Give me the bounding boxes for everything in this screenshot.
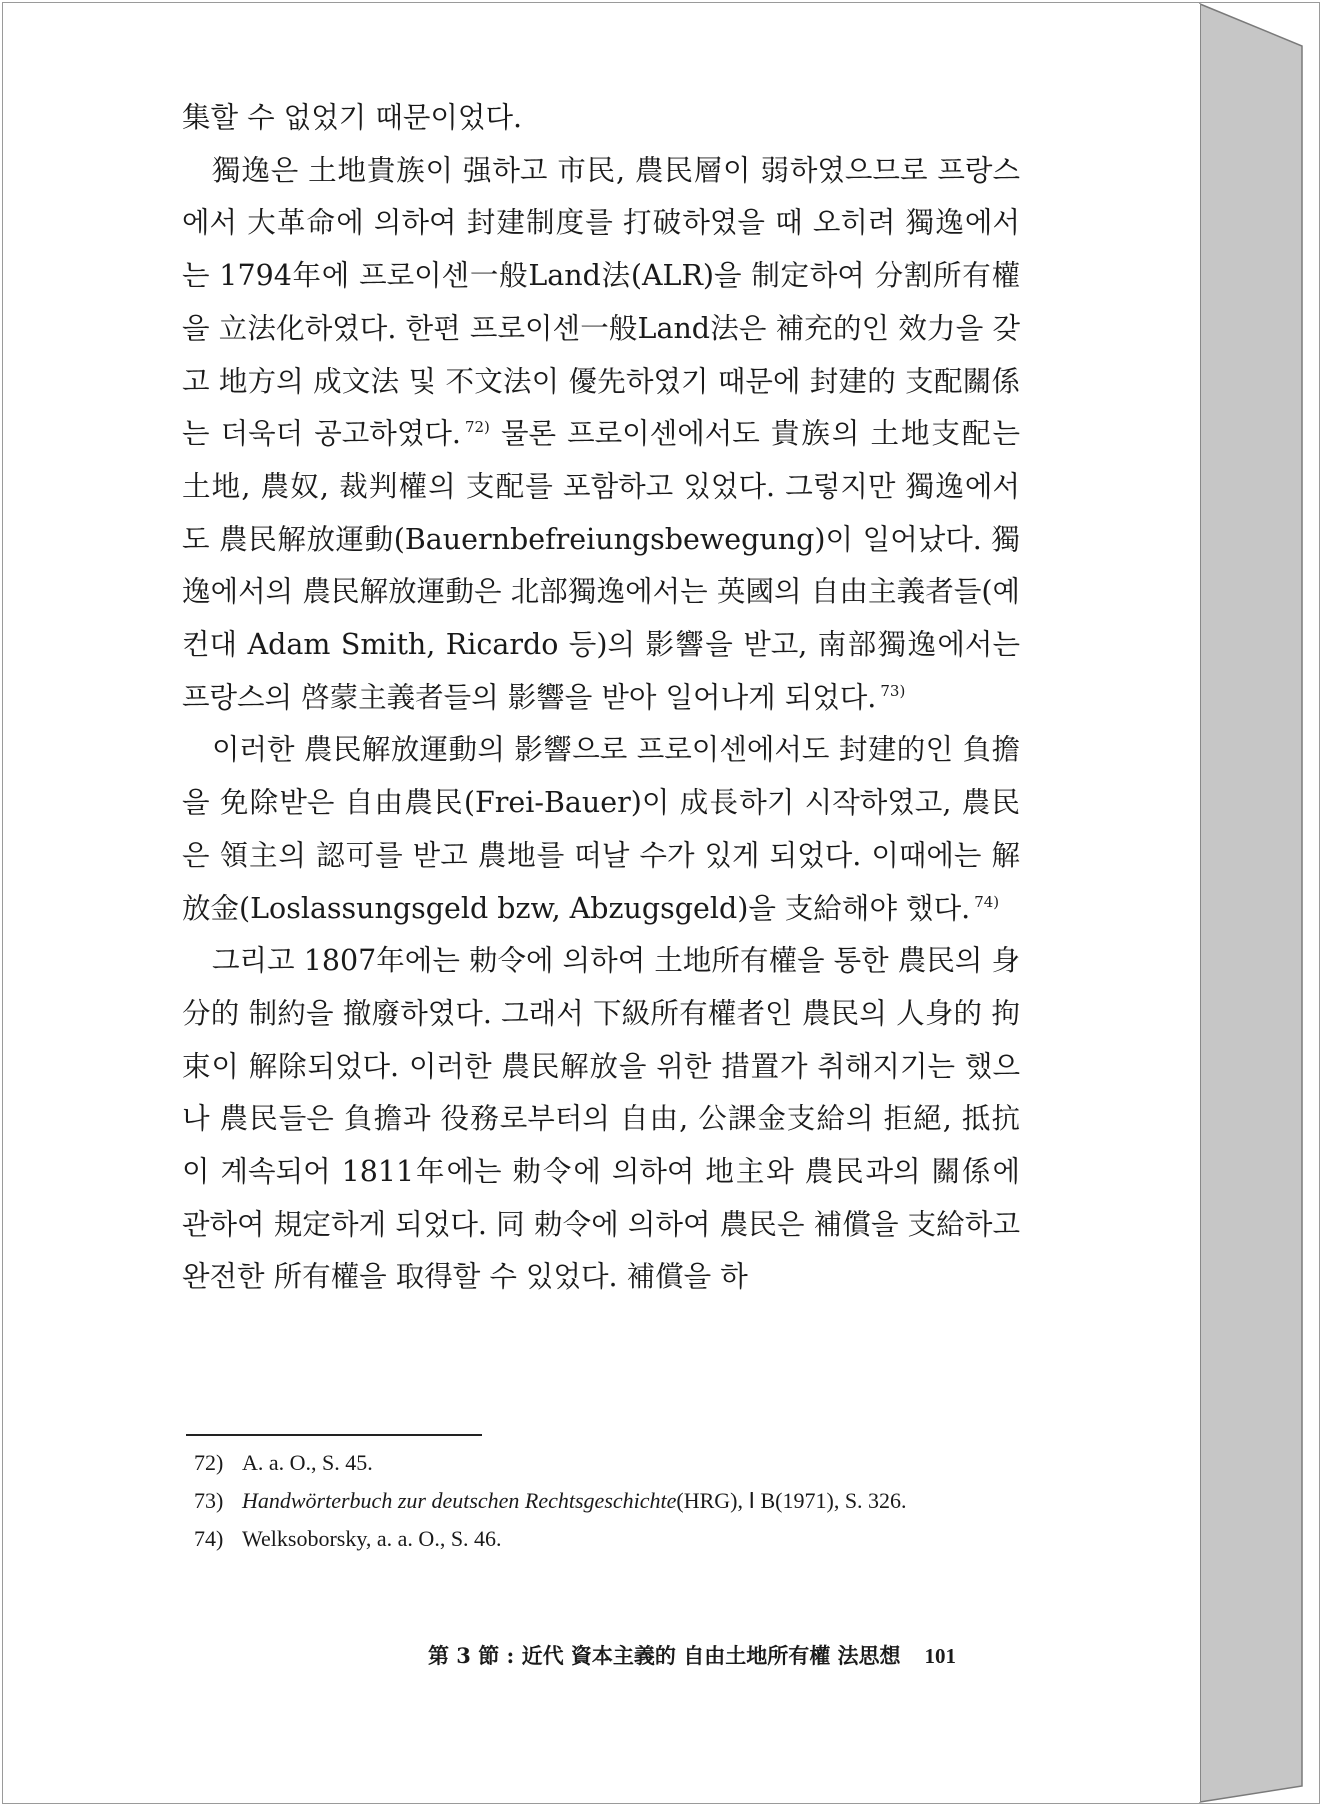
paragraph-3: 이러한 農民解放運動의 影響으로 프로이센에서도 封建的인 負擔을 免除받은 自由農民(Frei-Bauer)이 成長하기 시작하였고, 農民은 領主의 認可를 받고 農地를 떠날 수가 있게 되었다. 이때에는 解放金(Loslassungsgeld bzw, Abzugsgeld)을 支給해야 했다. $^{74)}$ [182, 733, 1020, 925]
footnote-74: 74) Welksoborsky, a. a. O., S. 46. [194, 1526, 502, 1551]
page-number: 101 [924, 1644, 957, 1668]
book-page-edge [1200, 4, 1302, 1802]
footnote-73-title: Handwörterbuch zur deutschen Rechtsgeschichte [242, 1488, 677, 1513]
footnotes [194, 1444, 1054, 1558]
footnote-ref-74: 74) [974, 892, 1000, 911]
footnote-73: 73) Handwörterbuch zur deutschen Rechtsgeschichte(HRG), Ⅰ B(1971), S. 326. [194, 1488, 907, 1513]
paragraph-1: 集할 수 없었기 때문이었다. [182, 101, 523, 134]
running-footer [428, 1640, 1028, 1670]
running-title: 第 3 節 : 近代 資本主義的 自由土地所有權 法思想 [428, 1643, 901, 1668]
footnote-ref-72: 72) [464, 418, 490, 437]
paragraph-4: 그리고 1807年에는 勅令에 의하여 土地所有權을 통한 農民의 身分的 制約을 撤廢하였다. 그래서 下級所有權者인 農民의 人身的 拘束이 解除되었다. 이러한 農民解放을 위한 措置가 취해지기는 했으나 農民들은 負擔과 役務로부터의 自由, 公課金支給의 拒絕, 抵抗이 계속되어 1811年에는 勅令에 의하여 地主와 農民과의 關係에 관하여 規定하게 되었다. 同 勅令에 의하여 農民은 補償을 支給하고 완전한 所有權을 取得할 수 있었다. 補償을 하 [182, 944, 1020, 1294]
paragraph-2: 獨逸은 土地貴族이 强하고 市民, 農民層이 弱하였으므로 프랑스에서 大革命에 의하여 封建制度를 打破하였을 때 오히려 獨逸에서는 1794年에 프로이센一般Land法(ALR)을 制定하여 分割所有權을 立法化하였다. 한편 프로이센一般Land法은 補充的인 效力을 갖고 地方의 成文法 및 不文法이 優先하였기 때문에 封建的 支配關係는 더욱더 공고하였다. $^{72)}$ 물론 프로이센에서도 貴族의 土地支配는 土地, 農奴, 裁判權의 支配를 포함하고 있었다. 그렇지만 獨逸에서도 農民解放運動(Bauernbefreiungsbewegung)이 일어났다. 獨逸에서의 農民解放運動은 北部獨逸에서는 英國의 自由主義者들(예컨대 Adam Smith, Ricardo 등)의 影響을 받고, 南部獨逸에서는 프랑스의 啓蒙主義者들의 影響을 받아 일어나게 되었다. $^{73)}$ [182, 153, 1020, 714]
footnote-divider [186, 1434, 482, 1436]
footnote-ref-73: 73) [880, 681, 906, 700]
footnote-72: 72) A. a. O., S. 45. [194, 1450, 373, 1475]
body-text [182, 92, 1020, 1304]
